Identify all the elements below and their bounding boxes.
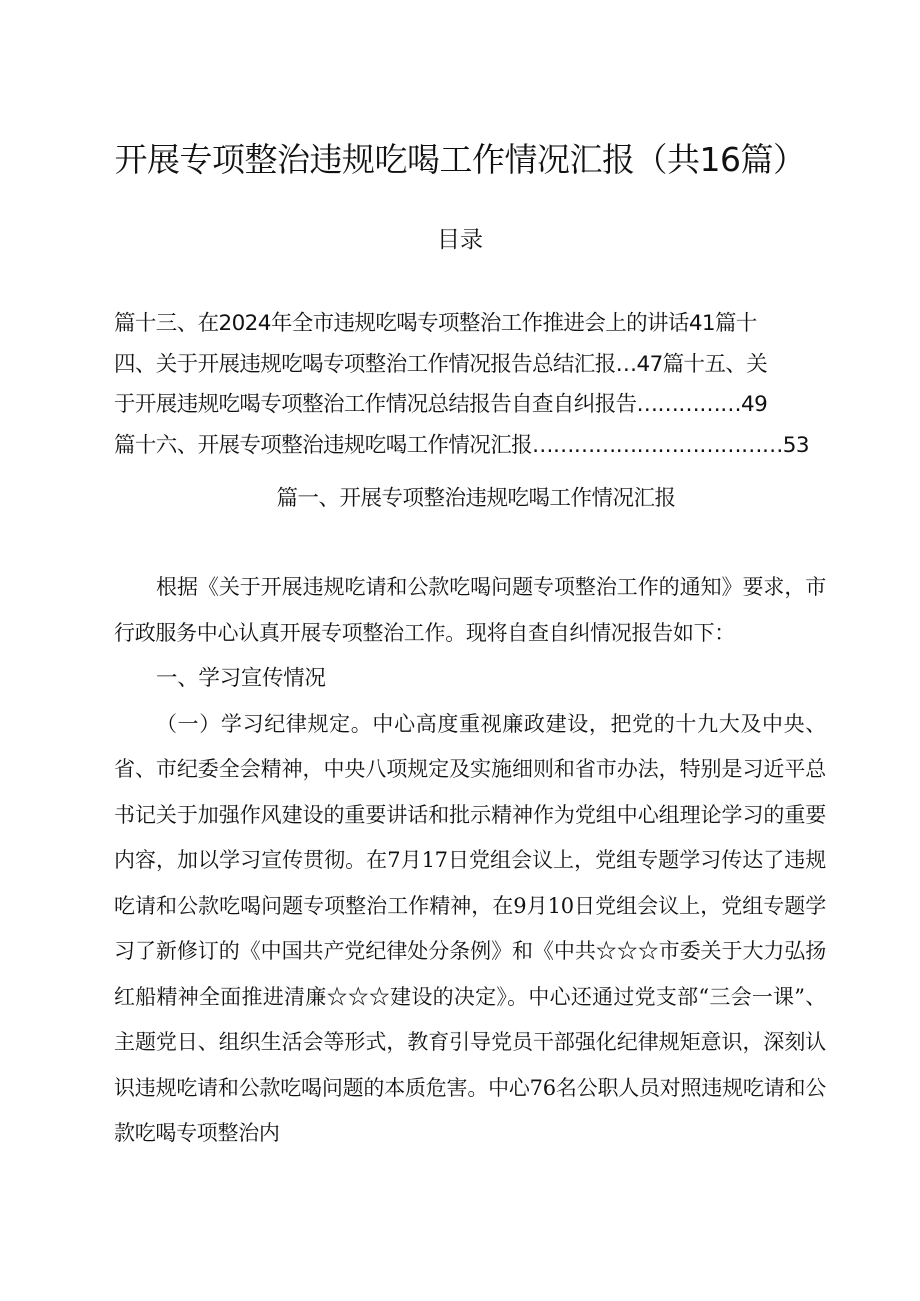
toc-line: 篇十三、在2024年全市违规吃喝专项整治工作推进会上的讲话41篇十 [114,311,757,336]
table-of-contents [114,304,834,466]
section-title: 篇一、开展专项整治违规吃喝工作情况汇报 [276,486,676,511]
toc-heading: 目录 [437,227,483,253]
heading-study-publicity: 一、学习宣传情况 [156,666,326,691]
body-text [114,565,826,1157]
toc-line: 于开展违规吃喝专项整治工作情况总结报告自查自纠报告……………49 [114,392,768,417]
toc-line: 四、关于开展违规吃喝专项整治工作情况报告总结汇报…47篇十五、关 [114,351,768,377]
document-title: 开展专项整治违规吃喝工作情况汇报（共16篇） [114,140,806,179]
toc-line: 篇十六、开展专项整治违规吃喝工作情况汇报………………………………53 [114,432,809,458]
paragraph-study-rules: （一）学习纪律规定。中心高度重视廉政建设，把党的十九大及中央、省、市纪委全会精神，中央八项规定及实施细则和省市办法，特别是习近平总书记关于加强作风建设的重要讲话和批示精神作为党组中心组理论学习的重要内容，加以学习宣传贯彻。在7月17日党组会议上，党组专题学习传达了违规吃请和公款吃喝问题专项整治工作精神，在9月10日党组会议上，党组专题学习了新修订的《中国共产党纪律处分条例》和《中共☆☆☆市委关于大力弘扬红船精神全面推进清廉☆☆☆建设的决定》。中心还通过党支部“三会一课”、主题党日、组织生活会等形式，教育引导党员干部强化纪律规矩意识，深刻认识违规吃请和公款吃喝问题的本质危害。中心76名公职人员对照违规吃请和公款吃喝专项整治内 [114,711,826,1145]
intro-paragraph: 根据《关于开展违规吃请和公款吃喝问题专项整治工作的通知》要求，市行政服务中心认真开展专项整治工作。现将自查自纠情况报告如下： [114,575,826,645]
